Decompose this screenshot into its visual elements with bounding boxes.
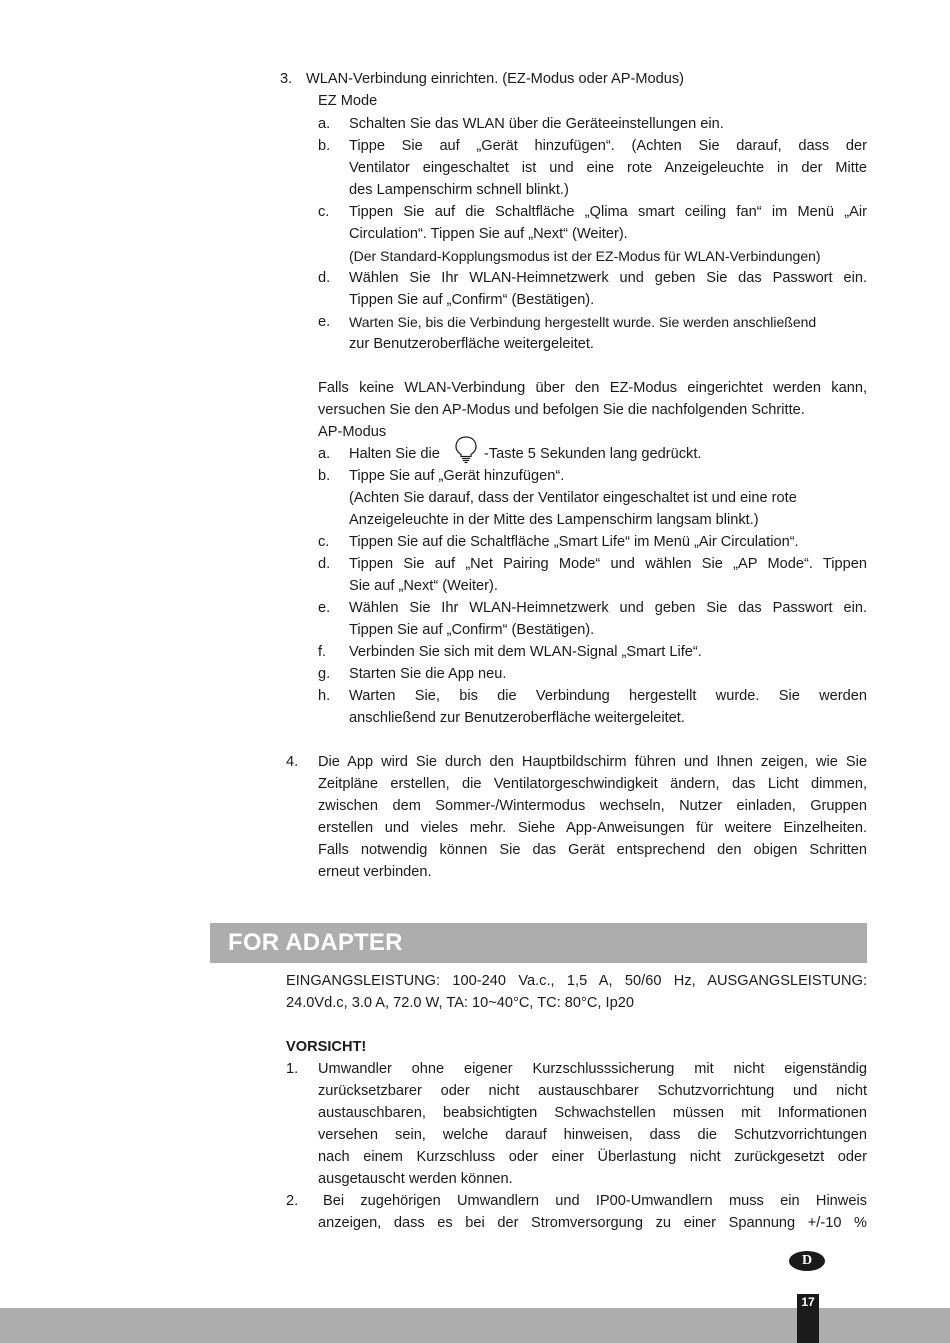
text-line: anschließend zur Benutzeroberfläche weitergeleitet. — [349, 710, 685, 726]
item-letter: e. — [318, 314, 331, 330]
item-number: 3. — [280, 71, 293, 87]
item-letter: g. — [318, 666, 331, 682]
text-line: erneut verbinden. — [318, 864, 432, 880]
language-badge: D — [789, 1251, 825, 1271]
text-line: Bei zugehörigen Umwandlern und IP00-Umwandlern muss ein Hinweis — [323, 1193, 867, 1209]
text-line: Falls keine WLAN-Verbindung über den EZ-Modus eingerichtet werden kann, — [318, 380, 867, 396]
text-line: (Achten Sie darauf, dass der Ventilator eingeschaltet ist und eine rote — [349, 490, 797, 506]
ez-mode-heading: EZ Mode — [318, 93, 378, 109]
text-line: Die App wird Sie durch den Hauptbildschirm führen und Ihnen zeigen, wie Sie — [318, 754, 867, 770]
text-line: Tippen Sie auf „Confirm“ (Bestätigen). — [349, 292, 595, 308]
text-line: Warten Sie, bis die Verbindung hergestellt wurde. Sie werden — [349, 688, 867, 704]
item-letter: a. — [318, 116, 331, 132]
item-letter: c. — [318, 534, 330, 550]
text-line: Umwandler ohne eigener Kurzschlusssicherung mit nicht eigenständig — [318, 1061, 867, 1077]
caution-heading: VORSICHT! — [286, 1039, 367, 1055]
text-line: nach einem Kurzschluss oder einer Überlastung nicht zurückgesetzt oder — [318, 1149, 867, 1165]
text-line: Tippen Sie auf die Schaltfläche „Qlima smart ceiling fan“ im Menü „Air — [349, 204, 867, 220]
text-line: Warten Sie, bis die Verbindung hergestellt wurde. Sie werden anschließend — [349, 314, 817, 330]
item-letter: d. — [318, 556, 331, 572]
text-line: Schalten Sie das WLAN über die Geräteeinstellungen ein. — [349, 116, 724, 132]
item-letter: c. — [318, 204, 330, 220]
item-letter: d. — [318, 270, 331, 286]
item-letter: f. — [318, 644, 327, 660]
item-number: 2. — [286, 1193, 299, 1209]
text-line: Wählen Sie Ihr WLAN-Heimnetzwerk und geben Sie das Passwort ein. — [349, 270, 867, 286]
text-line: Ventilator eingeschaltet ist und eine rote Anzeigeleuchte in der Mitte — [349, 160, 867, 176]
item-letter: e. — [318, 600, 331, 616]
item-letter: b. — [318, 138, 331, 154]
text-line: zurücksetzbarer oder nicht austauschbarer Schutzvorrichtung und nicht — [318, 1083, 867, 1099]
text-line: Sie auf „Next“ (Weiter). — [349, 578, 498, 594]
page-number-box — [797, 1294, 819, 1343]
text-line: (Der Standard-Kopplungsmodus ist der EZ-Modus für WLAN-Verbindungen) — [349, 248, 821, 264]
section-banner — [210, 923, 867, 963]
page-number: 17 — [801, 1295, 815, 1309]
section-title: WLAN-Verbindung einrichten. (EZ-Modus oder AP-Modus) — [306, 71, 684, 87]
item-letter: h. — [318, 688, 331, 704]
section-heading: FOR ADAPTER — [228, 929, 403, 956]
text-line: zur Benutzeroberfläche weitergeleitet. — [349, 336, 594, 352]
item-number: 1. — [286, 1061, 299, 1077]
text-line: Tippe Sie auf „Gerät hinzufügen“. (Achten Sie darauf, dass der — [349, 138, 867, 154]
text-line: versehen sein, welche darauf hinweisen, dass die Schutzvorrichtungen — [318, 1127, 867, 1143]
text-line: Tippen Sie auf „Confirm“ (Bestätigen). — [349, 622, 595, 638]
text-line: erstellen und vieles mehr. Siehe App-Anweisungen für weitere Einzelheiten. — [318, 820, 867, 836]
text-line: zwischen dem Sommer-/Wintermodus wechseln, Nutzer einladen, Gruppen — [318, 798, 867, 814]
text-line: austauschbaren, beabsichtigten Schwachstellen müssen mit Informationen — [318, 1105, 867, 1121]
text-line: Tippe Sie auf „Gerät hinzufügen“. — [349, 468, 565, 484]
text-line: 24.0Vd.c, 3.0 A, 72.0 W, TA: 10~40°C, TC: 80°C, Ip20 — [286, 995, 634, 1011]
text-line: des Lampenschirm schnell blinkt.) — [349, 182, 569, 198]
text-line: versuchen Sie den AP-Modus und befolgen Sie die nachfolgenden Schritte. — [318, 402, 805, 418]
text-line: Halten Sie die — [349, 446, 440, 462]
text-line: Anzeigeleuchte in der Mitte des Lampenschirm langsam blinkt.) — [349, 512, 759, 528]
light-bulb-icon — [453, 435, 479, 465]
text-line: Zeitpläne erstellen, die Ventilatorgeschwindigkeit ändern, das Licht dimmen, — [318, 776, 867, 792]
ap-mode-heading: AP-Modus — [318, 424, 387, 440]
text-line: Tippen Sie auf die Schaltfläche „Smart Life“ im Menü „Air Circulation“. — [349, 534, 799, 550]
item-number: 4. — [286, 754, 299, 770]
text-line: Starten Sie die App neu. — [349, 666, 507, 682]
text-line: -Taste 5 Sekunden lang gedrückt. — [484, 446, 702, 462]
item-letter: a. — [318, 446, 331, 462]
text-line: Tippen Sie auf „Net Pairing Mode“ und wählen Sie „AP Mode“. Tippen — [349, 556, 867, 572]
text-line: Falls notwendig können Sie das Gerät entsprechend den obigen Schritten — [318, 842, 867, 858]
item-letter: b. — [318, 468, 331, 484]
text-line: Circulation“. Tippen Sie auf „Next“ (Weiter). — [349, 226, 628, 242]
text-line: EINGANGSLEISTUNG: 100-240 Va.c., 1,5 A, 50/60 Hz, AUSGANGSLEISTUNG: — [286, 973, 867, 989]
text-line: Verbinden Sie sich mit dem WLAN-Signal „Smart Life“. — [349, 644, 702, 660]
text-line: ausgetauscht werden können. — [318, 1171, 513, 1187]
text-line: Wählen Sie Ihr WLAN-Heimnetzwerk und geben Sie das Passwort ein. — [349, 600, 867, 616]
text-line: anzeigen, dass es bei der Stromversorgung zu einer Spannung +/-10 % — [318, 1215, 867, 1231]
